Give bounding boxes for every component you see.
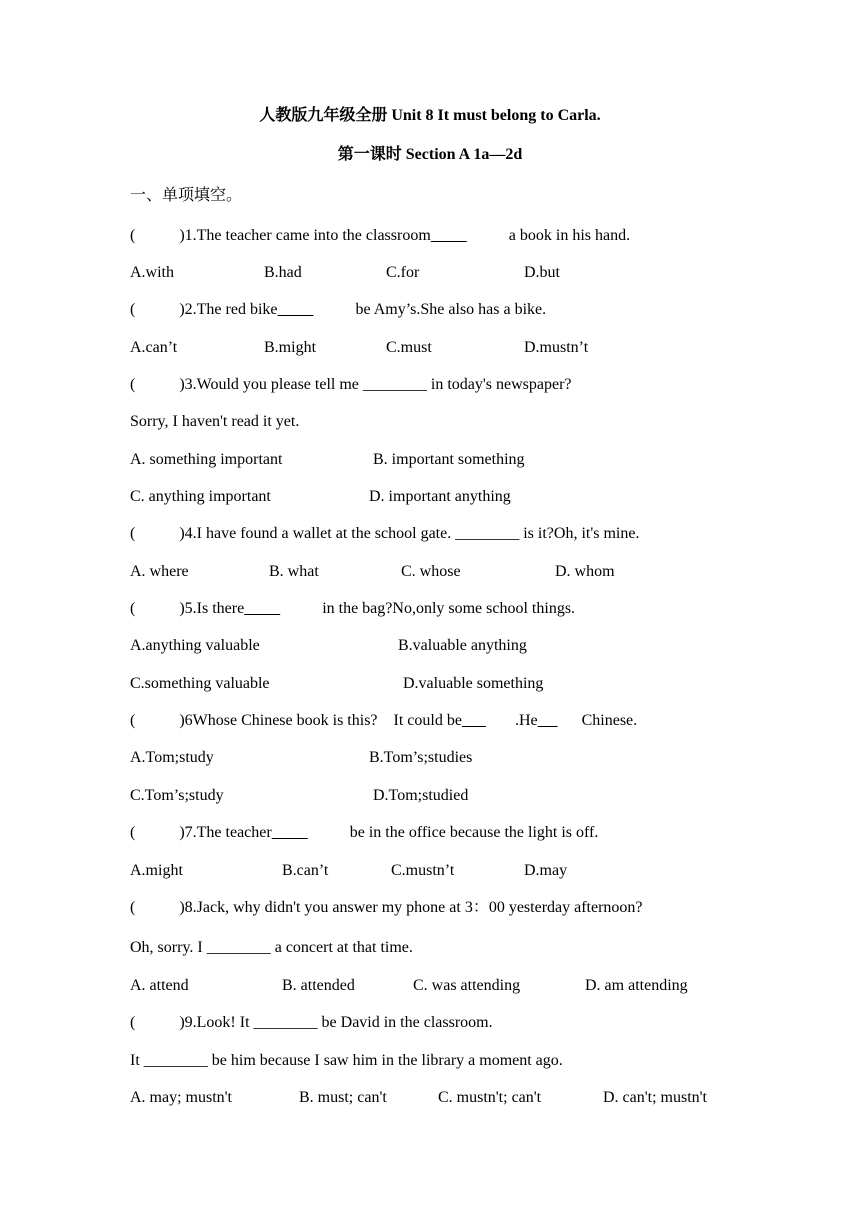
question-1-option-c: C.for	[386, 264, 420, 281]
answer-blank	[272, 823, 350, 843]
question-8-option-a: A. attend	[130, 977, 189, 994]
question-7-option-c: C.mustn’t	[391, 862, 455, 879]
question-7-stem	[130, 823, 598, 843]
question-3-option-a: A. something important	[130, 451, 283, 468]
question-text: ( )2.The red bike	[130, 301, 278, 318]
question-7-option-d: D.may	[524, 862, 568, 879]
question-text: be in the office because the light is off.	[349, 824, 599, 841]
question-text: .He	[514, 712, 538, 729]
question-5-option-c: C.something valuable	[130, 675, 270, 692]
question-9-option-b: B. must; can't	[299, 1089, 387, 1106]
question-2-option-a: A.can’t	[130, 339, 178, 356]
answer-blank	[538, 711, 582, 731]
question-2-option-b: B.might	[264, 339, 317, 356]
question-3-option-c: C. anything important	[130, 488, 271, 505]
question-text: a book in his hand.	[508, 227, 631, 244]
question-5-option-d: D.valuable something	[403, 675, 544, 692]
question-6-option-b: B.Tom’s;studies	[369, 749, 473, 766]
question-1-option-b: B.had	[264, 264, 302, 281]
question-7-option-b: B.can’t	[282, 862, 329, 879]
answer-blank	[462, 711, 515, 731]
question-9-option-c: C. mustn't; can't	[438, 1089, 542, 1106]
question-5-option-b: B.valuable anything	[398, 637, 527, 654]
question-1-stem	[130, 226, 630, 246]
question-4-option-b: B. what	[269, 563, 319, 580]
question-2-stem	[130, 300, 546, 320]
question-3-option-b: B. important something	[373, 451, 525, 468]
question-1-option-d: D.but	[524, 264, 560, 281]
question-8-option-d: D. am attending	[585, 977, 688, 994]
question-text: ( )7.The teacher	[130, 824, 272, 841]
question-4-stem: ( )4.I have found a wallet at the school gate. ________ is it?Oh, it's mine.	[130, 525, 640, 542]
question-text: ( )6Whose Chinese book is this? It could be	[130, 712, 462, 729]
question-3-stem: ( )3.Would you please tell me ________ in today's newspaper?	[130, 376, 572, 393]
question-3-option-d: D. important anything	[369, 488, 511, 505]
question-4-option-d: D. whom	[555, 563, 615, 580]
question-5-stem	[130, 599, 575, 619]
question-2-option-d: D.mustn’t	[524, 339, 589, 356]
question-9-option-a: A. may; mustn't	[130, 1089, 232, 1106]
question-text: ( )1.The teacher came into the classroom	[130, 227, 431, 244]
page-subtitle: 第一课时 Section A 1a—2d	[337, 146, 523, 163]
question-2-option-c: C.must	[386, 339, 432, 356]
question-8-option-b: B. attended	[282, 977, 355, 994]
page-title: 人教版九年级全册 Unit 8 It must belong to Carla.	[259, 107, 601, 124]
answer-blank	[431, 226, 509, 246]
question-9-reply: It ________ be him because I saw him in the library a moment ago.	[130, 1052, 563, 1069]
question-3-reply: Sorry, I haven't read it yet.	[130, 413, 300, 430]
question-6-option-c: C.Tom’s;study	[130, 787, 224, 804]
question-8-stem: ( )8.Jack, why didn't you answer my phone at 3：00 yesterday afternoon?	[130, 899, 643, 916]
answer-blank	[278, 300, 356, 320]
question-9-option-d: D. can't; mustn't	[603, 1089, 707, 1106]
question-1-option-a: A.with	[130, 264, 174, 281]
question-6-option-d: D.Tom;studied	[373, 787, 469, 804]
question-9-stem: ( )9.Look! It ________ be David in the classroom.	[130, 1014, 493, 1031]
answer-blank	[244, 599, 322, 619]
question-text: be Amy’s.She also has a bike.	[355, 301, 547, 318]
question-text: in the bag?No,only some school things.	[322, 600, 576, 617]
question-5-option-a: A.anything valuable	[130, 637, 260, 654]
question-text: Chinese.	[581, 712, 638, 729]
question-8-reply: Oh, sorry. I ________ a concert at that time.	[130, 939, 413, 956]
question-text: ( )5.Is there	[130, 600, 245, 617]
question-4-option-a: A. where	[130, 563, 189, 580]
question-8-option-c: C. was attending	[413, 977, 521, 994]
question-6-stem	[130, 711, 637, 731]
question-4-option-c: C. whose	[401, 563, 461, 580]
question-6-option-a: A.Tom;study	[130, 749, 214, 766]
question-7-option-a: A.might	[130, 862, 183, 879]
section-heading: 一、单项填空。	[130, 187, 243, 204]
